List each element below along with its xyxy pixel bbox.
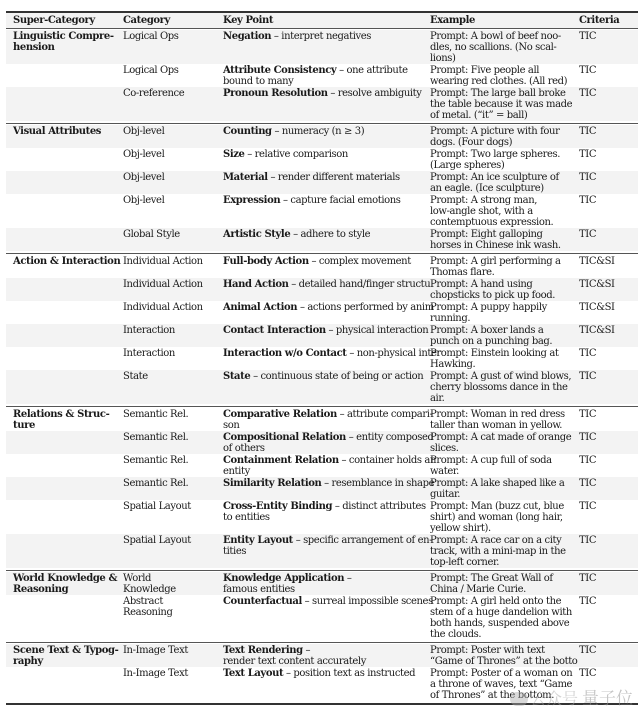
category-line: Spatial Layout — [123, 535, 191, 546]
watermark-brand: 量子位 — [582, 689, 633, 709]
criteria-cell: TIC&SI — [579, 256, 615, 267]
criteria-cell: TIC — [579, 573, 597, 584]
key-point-line — [223, 325, 429, 336]
category-line: Obj-level — [123, 195, 165, 206]
category-line: Global Style — [123, 229, 180, 240]
group-rule — [6, 406, 638, 407]
key-point-description: – interpret negatives — [273, 31, 371, 42]
example-line: both hands, suspended above — [430, 618, 570, 629]
criteria-cell: TIC — [579, 149, 597, 160]
example-line: Prompt: Poster with text — [430, 645, 545, 656]
key-point-description: – render different materials — [270, 172, 400, 183]
key-point-description: – capture facial emotions — [283, 195, 401, 206]
category-cell — [123, 279, 219, 290]
example-line: Prompt: A race car on a city — [430, 535, 562, 546]
key-point-description: – resemblance in shape — [324, 478, 435, 489]
category-line: Semantic Rel. — [123, 409, 189, 420]
header-criteria: Criteria — [579, 15, 620, 26]
key-point-cell — [223, 279, 431, 290]
key-point-description: famous entities — [223, 584, 295, 595]
key-point-title: Animal Action — [223, 302, 298, 313]
key-point-line — [223, 88, 426, 99]
key-point-line — [223, 535, 433, 546]
example-line: “Game of Thrones” at the botto — [430, 656, 578, 667]
category-cell — [123, 195, 219, 206]
example-line: taller than woman in yellow. — [430, 420, 563, 431]
key-point-description: render text content accurately — [223, 656, 366, 667]
key-point-description: – adhere to style — [293, 229, 371, 240]
category-line: Logical Ops — [123, 31, 179, 42]
key-point-description: – surreal impossible scenes — [304, 596, 433, 607]
key-point-title: Artistic Style — [223, 229, 291, 240]
example-cell — [430, 573, 576, 595]
example-line: low-angle shot, with a — [430, 206, 533, 217]
category-cell — [123, 172, 219, 183]
key-point-line — [223, 256, 426, 267]
header-key-point: Key Point — [223, 15, 274, 26]
key-point-description: son — [223, 420, 240, 431]
super-category-line: raphy — [13, 656, 43, 667]
super-category-line: Relations & Struc- — [13, 409, 110, 420]
example-cell — [430, 409, 576, 431]
example-line: of metal. (“it” = ball) — [430, 110, 528, 121]
example-line: the table because it was made — [430, 99, 573, 110]
key-point-description: – complex movement — [311, 256, 411, 267]
example-cell — [430, 229, 576, 251]
criteria-cell: TIC&SI — [579, 302, 615, 313]
criteria-cell: TIC — [579, 229, 597, 240]
key-point-cell — [223, 596, 433, 607]
super-category-line: Scene Text & Typog- — [13, 645, 119, 656]
example-line: Prompt: Two large spheres. — [430, 149, 560, 160]
super-category-line: Linguistic Compre- — [13, 31, 114, 42]
example-line: Prompt: A cat made of orange — [430, 432, 572, 443]
example-line: track, with a mini-map in the — [430, 546, 566, 557]
key-point-title: Expression — [223, 195, 281, 206]
category-line: Obj-level — [123, 126, 165, 137]
category-cell — [123, 348, 219, 359]
super-category — [13, 409, 117, 431]
key-point-title: Compositional Relation — [223, 432, 346, 443]
group-rule — [6, 123, 638, 124]
category-line: Knowledge — [123, 584, 176, 595]
key-point-description: – distinct attributes — [334, 501, 426, 512]
example-cell — [430, 348, 576, 370]
example-cell — [430, 65, 576, 87]
example-line: dles, no scallions. (No scal- — [430, 42, 557, 53]
key-point-line — [223, 149, 426, 160]
key-point-cell — [223, 65, 426, 87]
example-line: Prompt: Woman in red dress — [430, 409, 565, 420]
key-point-description: – position text as instructed — [285, 668, 416, 679]
key-point-line — [223, 501, 426, 512]
example-cell — [430, 195, 576, 228]
super-category-line: ture — [13, 420, 35, 431]
category-cell — [123, 229, 219, 240]
category-line: State — [123, 371, 148, 382]
group-rule — [6, 253, 638, 254]
example-line: an eagle. (Ice sculpture) — [430, 183, 544, 194]
example-line: Prompt: Einstein looking at — [430, 348, 559, 359]
key-point-line — [223, 409, 433, 420]
key-point-description: – entity composed — [348, 432, 434, 443]
key-point-description: of others — [223, 443, 265, 454]
group-rule — [6, 570, 638, 571]
key-point-cell — [223, 432, 434, 454]
key-point-description: – — [305, 645, 311, 656]
key-point-title: Size — [223, 149, 245, 160]
key-point-line — [223, 478, 435, 489]
example-line: stem of a huge dandelion with — [430, 607, 572, 618]
key-point-title: Counting — [223, 126, 272, 137]
criteria-cell: TIC — [579, 432, 597, 443]
key-point-line — [223, 31, 426, 42]
criteria-cell: TIC — [579, 195, 597, 206]
super-category — [13, 645, 117, 667]
example-line: punch on a punching bag. — [430, 336, 553, 347]
key-point-cell — [223, 149, 426, 160]
key-point-title: Knowledge Application — [223, 573, 345, 584]
key-point-title: Counterfactual — [223, 596, 302, 607]
example-line: China / Marie Curie. — [430, 584, 526, 595]
example-line: Prompt: A strong man, — [430, 195, 538, 206]
example-line: cherry blossoms dance in the — [430, 382, 568, 393]
key-point-cell — [223, 126, 426, 137]
key-point-title: Text Layout — [223, 668, 284, 679]
key-point-description: – one attribute — [339, 65, 408, 76]
key-point-title: Comparative Relation — [223, 409, 337, 420]
example-line: Prompt: The large ball broke — [430, 88, 566, 99]
key-point-cell — [223, 172, 426, 183]
key-point-line — [223, 645, 426, 656]
key-point-title: Negation — [223, 31, 272, 42]
key-point-description: to entities — [223, 512, 270, 523]
key-point-description: tities — [223, 546, 247, 557]
example-line: Prompt: An ice sculpture of — [430, 172, 559, 183]
example-line: Prompt: A boxer lands a — [430, 325, 544, 336]
category-line: Abstract — [123, 596, 163, 607]
criteria-cell: TIC — [579, 65, 597, 76]
category-cell — [123, 31, 219, 42]
key-point-cell — [223, 478, 435, 489]
wechat-icon — [510, 692, 528, 706]
category-cell — [123, 535, 219, 546]
super-category-line: World Knowledge & — [13, 573, 118, 584]
example-cell — [430, 501, 576, 534]
super-category — [13, 256, 121, 267]
example-line: (Large spheres) — [430, 160, 505, 171]
category-line: In-Image Text — [123, 668, 188, 679]
criteria-cell: TIC — [579, 31, 597, 42]
category-cell — [123, 645, 219, 656]
criteria-cell: TIC&SI — [579, 325, 615, 336]
criteria-cell: TIC — [579, 478, 597, 489]
key-point-line — [223, 596, 433, 607]
example-cell — [430, 256, 576, 278]
key-point-cell — [223, 371, 426, 382]
example-line: the clouds. — [430, 629, 482, 640]
category-cell — [123, 455, 219, 466]
example-cell — [430, 478, 576, 500]
key-point-line — [223, 229, 426, 240]
category-cell — [123, 371, 219, 382]
category-cell — [123, 573, 219, 595]
key-point-description: – continuous state of being or action — [253, 371, 424, 382]
example-line: a throne of waves, text “Game — [430, 679, 573, 690]
category-cell — [123, 65, 219, 76]
criteria-cell: TIC — [579, 88, 597, 99]
example-line: Prompt: A girl performing a — [430, 256, 561, 267]
key-point-description: – resolve ambiguity — [330, 88, 422, 99]
example-line: top-left corner. — [430, 557, 500, 568]
example-cell — [430, 302, 576, 324]
example-line: Prompt: A lake shaped like a — [430, 478, 565, 489]
example-line: Prompt: A girl held onto the — [430, 596, 562, 607]
key-point-cell — [223, 573, 426, 595]
example-line: water. — [430, 466, 459, 477]
example-line: Prompt: Poster of a woman on — [430, 668, 573, 679]
key-point-cell — [223, 409, 433, 431]
criteria-cell: TIC — [579, 409, 597, 420]
key-point-line — [223, 455, 436, 466]
key-point-title: State — [223, 371, 251, 382]
group-rule — [6, 642, 638, 643]
category-line: Spatial Layout — [123, 501, 191, 512]
key-point-description: – specific arrangement of en- — [295, 535, 433, 546]
example-line: slices. — [430, 443, 459, 454]
criteria-cell: TIC&SI — [579, 279, 615, 290]
example-cell — [430, 596, 576, 640]
example-cell — [430, 149, 576, 171]
key-point-line — [223, 573, 426, 584]
example-cell — [430, 455, 576, 477]
header-example: Example — [430, 15, 475, 26]
key-point-description: – numeracy (n ≥ 3) — [274, 126, 365, 137]
example-cell — [430, 371, 576, 404]
example-line: horses in Chinese ink wash. — [430, 240, 561, 251]
key-point-title: Full-body Action — [223, 256, 309, 267]
key-point-line — [223, 195, 426, 206]
example-line: Prompt: Five people all — [430, 65, 540, 76]
header-category: Category — [123, 15, 170, 26]
key-point-title: Text Rendering — [223, 645, 303, 656]
example-cell — [430, 432, 576, 454]
example-line: Prompt: A hand using — [430, 279, 533, 290]
key-point-line — [223, 302, 434, 313]
example-line: contemptuous expression. — [430, 217, 554, 228]
example-line: yellow shirt). — [430, 523, 491, 534]
criteria-cell: TIC — [579, 645, 597, 656]
key-point-line — [223, 432, 434, 443]
example-cell — [430, 645, 576, 667]
key-point-cell — [223, 88, 426, 99]
example-line: Prompt: The Great Wall of — [430, 573, 553, 584]
category-line: Semantic Rel. — [123, 478, 189, 489]
key-point-line — [223, 348, 441, 359]
category-cell — [123, 126, 219, 137]
category-cell — [123, 478, 219, 489]
example-line: Prompt: Eight galloping — [430, 229, 543, 240]
category-line: In-Image Text — [123, 645, 188, 656]
category-cell — [123, 149, 219, 160]
category-line: Interaction — [123, 325, 175, 336]
category-line: Obj-level — [123, 172, 165, 183]
example-line: dogs. (Four dogs) — [430, 137, 513, 148]
key-point-description: entity — [223, 466, 250, 477]
category-line: World — [123, 573, 152, 584]
example-line: Prompt: A picture with four — [430, 126, 560, 137]
key-point-description: – detailed hand/finger structu — [291, 279, 431, 290]
super-category — [13, 573, 117, 595]
example-line: Hawking. — [430, 359, 476, 370]
category-cell — [123, 432, 219, 443]
example-cell — [430, 126, 576, 148]
category-cell — [123, 325, 219, 336]
key-point-description: – physical interaction — [328, 325, 429, 336]
category-line: Reasoning — [123, 607, 173, 618]
key-point-cell — [223, 256, 426, 267]
key-point-cell — [223, 501, 426, 523]
key-point-title: Pronoun Resolution — [223, 88, 328, 99]
header-super-category: Super-Category — [13, 15, 95, 26]
category-line: Semantic Rel. — [123, 455, 189, 466]
example-cell — [430, 535, 576, 568]
key-point-cell — [223, 455, 436, 477]
key-point-title: Containment Relation — [223, 455, 339, 466]
example-cell — [430, 172, 576, 194]
key-point-cell — [223, 645, 426, 667]
key-point-title: Material — [223, 172, 268, 183]
key-point-description: – relative comparison — [247, 149, 348, 160]
key-point-cell — [223, 31, 426, 42]
key-point-line — [223, 371, 426, 382]
category-cell — [123, 668, 219, 679]
key-point-cell — [223, 668, 426, 679]
category-line: Co-reference — [123, 88, 185, 99]
category-line: Interaction — [123, 348, 175, 359]
key-point-title: Hand Action — [223, 279, 289, 290]
super-category-line: hension — [13, 42, 55, 53]
key-point-description: – — [346, 573, 352, 584]
key-point-description: – non-physical inter — [349, 348, 441, 359]
watermark-label: 公众号 — [530, 689, 579, 708]
key-point-cell — [223, 535, 433, 557]
category-line: Semantic Rel. — [123, 432, 189, 443]
category-cell — [123, 302, 219, 313]
example-line: Prompt: A bowl of beef noo- — [430, 31, 561, 42]
key-point-title: Contact Interaction — [223, 325, 326, 336]
example-line: lions) — [430, 53, 456, 64]
category-line: Individual Action — [123, 279, 203, 290]
key-point-title: Interaction w/o Contact — [223, 348, 347, 359]
key-point-title: Attribute Consistency — [223, 65, 337, 76]
criteria-cell: TIC — [579, 501, 597, 512]
criteria-cell: TIC — [579, 455, 597, 466]
example-line: Prompt: A puppy happily — [430, 302, 547, 313]
key-point-title: Similarity Relation — [223, 478, 322, 489]
key-point-line — [223, 172, 426, 183]
key-point-cell — [223, 229, 426, 240]
category-cell — [123, 596, 219, 618]
example-cell — [430, 31, 576, 64]
category-line: Individual Action — [123, 256, 203, 267]
key-point-cell — [223, 325, 429, 336]
key-point-line — [223, 126, 426, 137]
criteria-cell: TIC — [579, 371, 597, 382]
category-cell — [123, 256, 219, 267]
key-point-line — [223, 668, 426, 679]
category-line: Obj-level — [123, 149, 165, 160]
example-line: Prompt: A cup full of soda — [430, 455, 552, 466]
criteria-cell: TIC — [579, 668, 597, 679]
example-cell — [430, 88, 576, 121]
key-point-cell — [223, 348, 441, 359]
key-point-description: – attribute compari- — [339, 409, 433, 420]
example-line: air. — [430, 393, 445, 404]
category-line: Logical Ops — [123, 65, 179, 76]
criteria-cell: TIC — [579, 348, 597, 359]
header-rule — [6, 28, 638, 29]
key-point-description: – actions performed by anim — [299, 302, 434, 313]
criteria-cell: TIC — [579, 172, 597, 183]
example-cell — [430, 279, 576, 301]
example-line: running. — [430, 313, 471, 324]
example-line: wearing red clothes. (All red) — [430, 76, 568, 87]
super-category-line: Action & Interaction — [13, 256, 121, 267]
example-line: Prompt: A gust of wind blows, — [430, 371, 572, 382]
key-point-title: Entity Layout — [223, 535, 293, 546]
criteria-cell: TIC — [579, 535, 597, 546]
key-point-line — [223, 65, 426, 76]
super-category-line: Reasoning — [13, 584, 69, 595]
criteria-cell: TIC — [579, 596, 597, 607]
category-line: Individual Action — [123, 302, 203, 313]
category-cell — [123, 501, 219, 512]
example-line: guitar. — [430, 489, 461, 500]
criteria-cell: TIC — [579, 126, 597, 137]
super-category-line: Visual Attributes — [13, 126, 102, 137]
super-category — [13, 31, 117, 53]
key-point-description: – container holds an — [341, 455, 436, 466]
key-point-line — [223, 279, 431, 290]
category-cell — [123, 88, 219, 99]
example-cell — [430, 325, 576, 347]
example-line: Thomas flare. — [430, 267, 495, 278]
category-cell — [123, 409, 219, 420]
super-category — [13, 126, 117, 137]
example-line: Prompt: Man (buzz cut, blue — [430, 501, 564, 512]
example-line: of Thrones” at the bottom. — [430, 690, 555, 701]
key-point-cell — [223, 302, 434, 313]
key-point-title: Cross-Entity Binding — [223, 501, 333, 512]
example-line: chopsticks to pick up food. — [430, 290, 555, 301]
key-point-cell — [223, 195, 426, 206]
key-point-description: bound to many — [223, 76, 294, 87]
example-line: shirt) and woman (long hair, — [430, 512, 563, 523]
